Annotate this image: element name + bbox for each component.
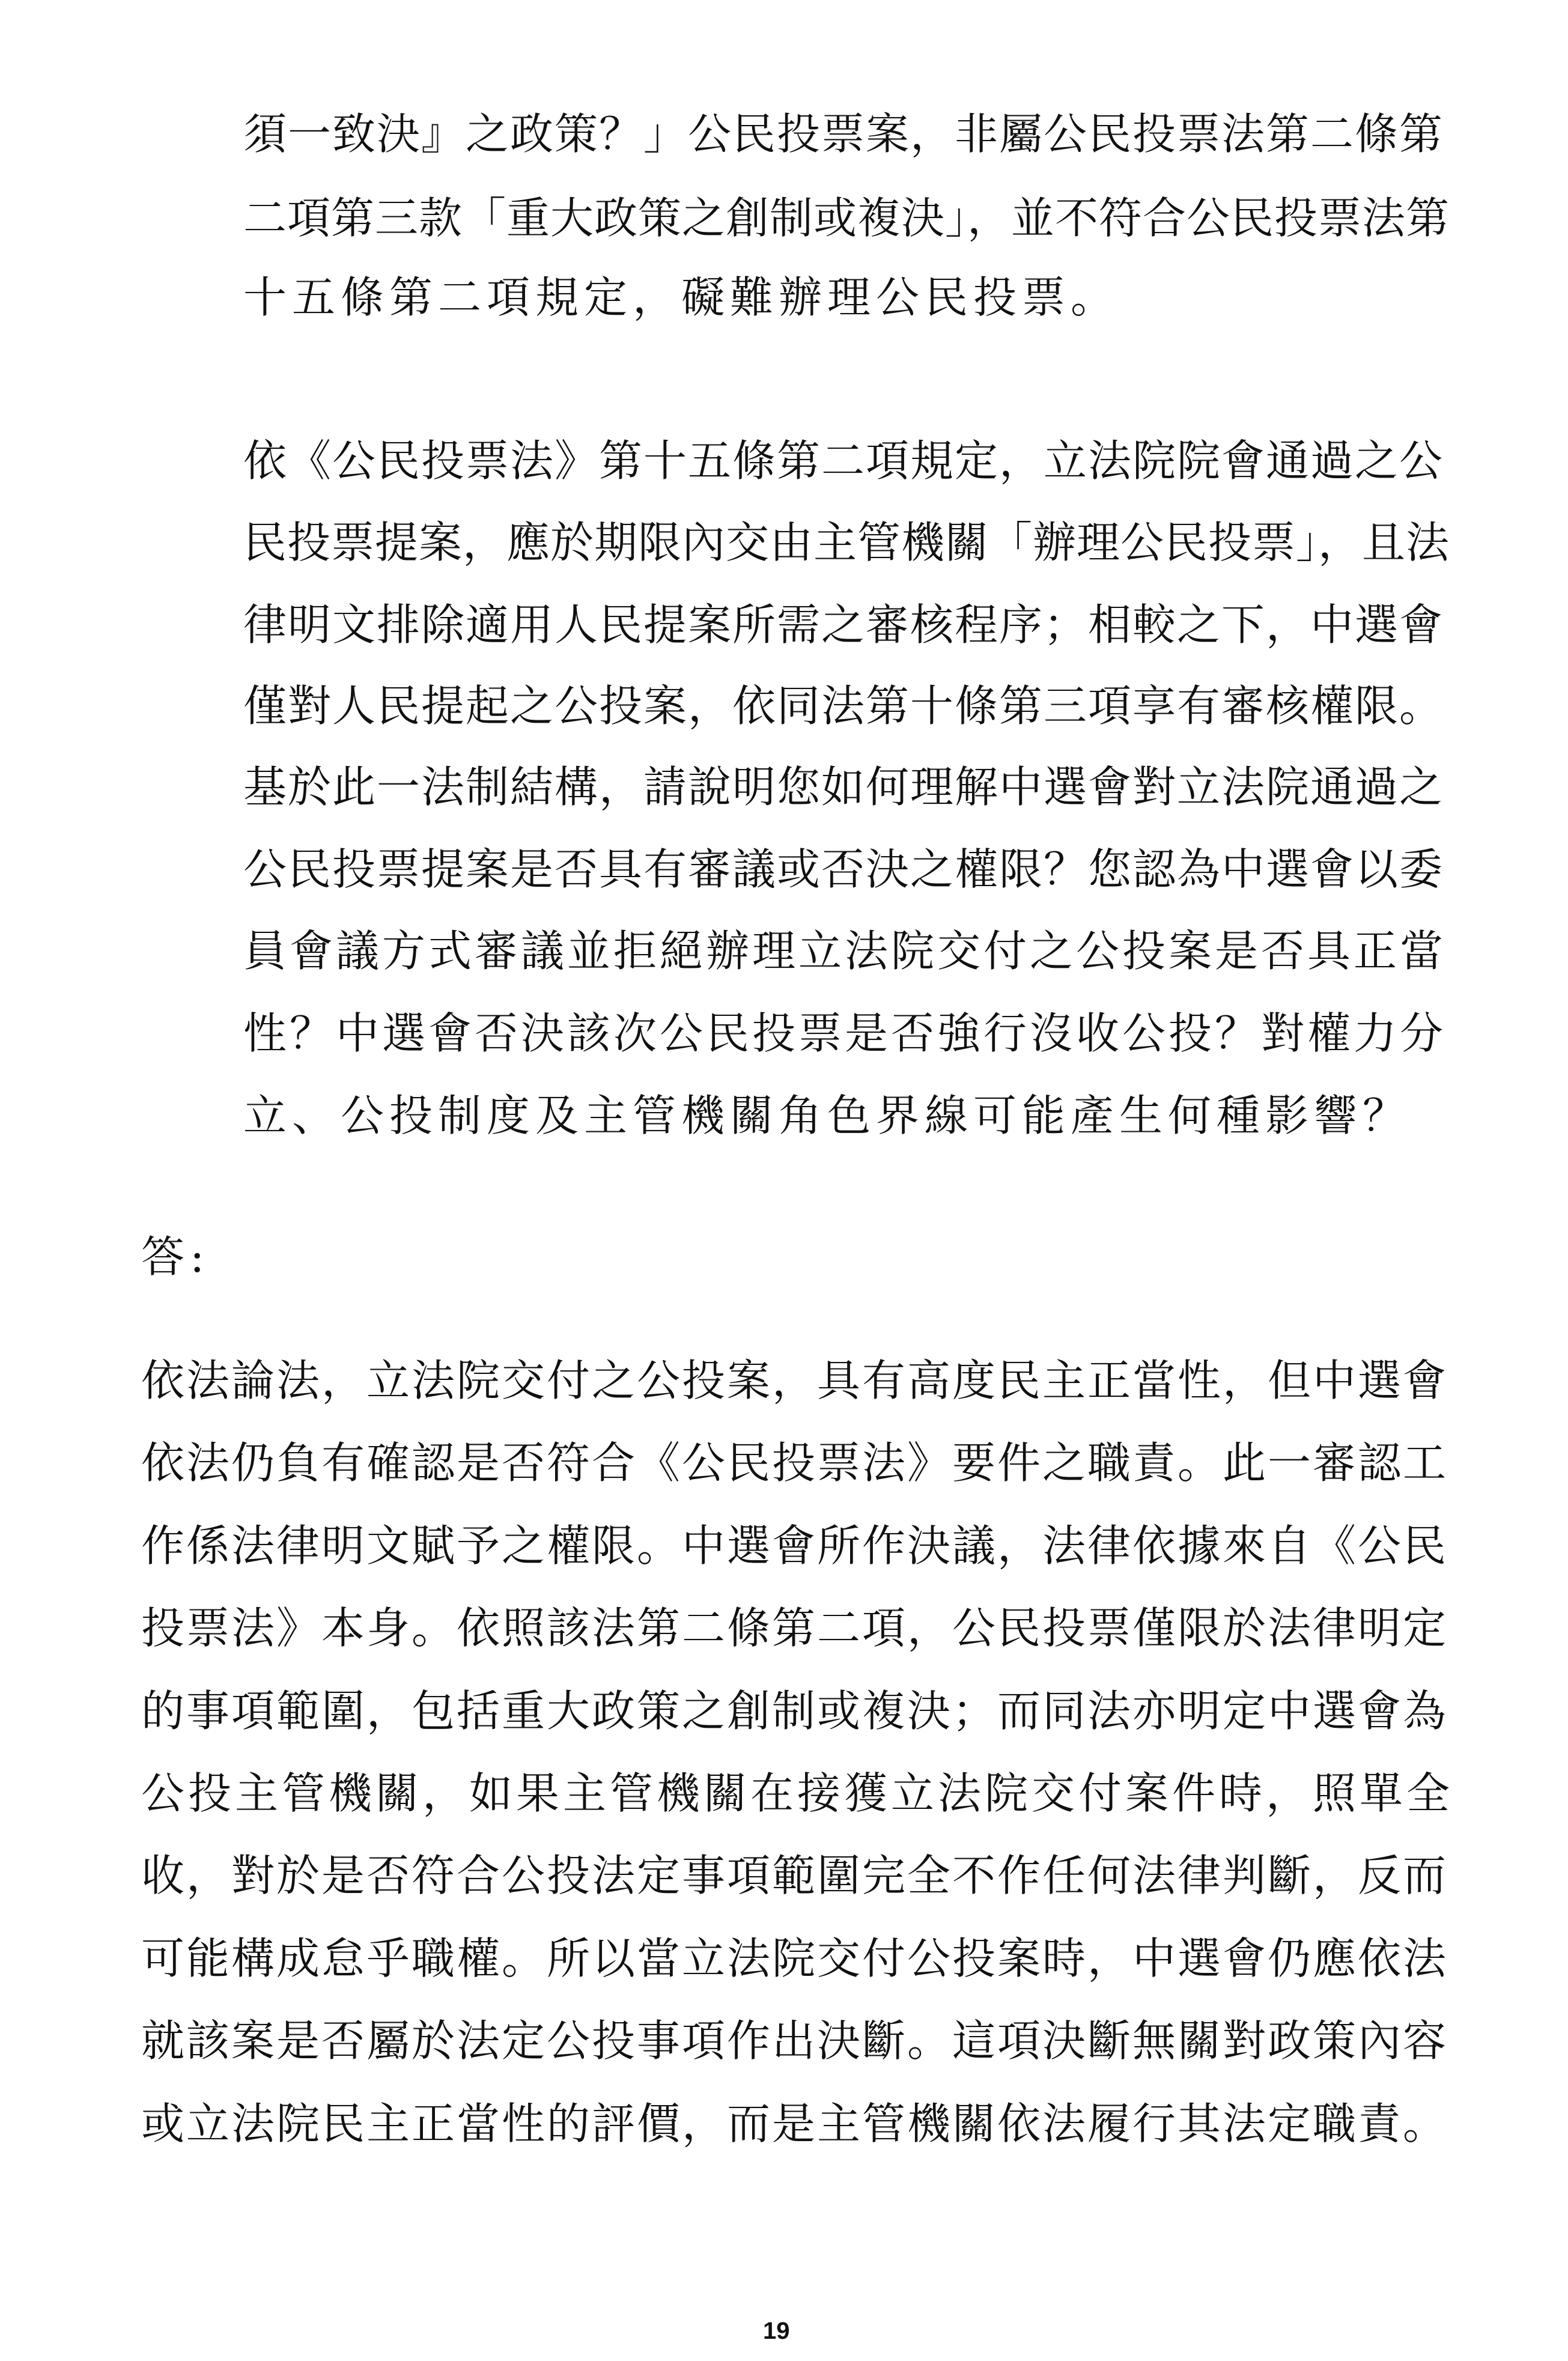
text-line: 二項第三款「重大政策之創制或複決」，並不符合公民投票法第 (243, 193, 1450, 243)
text-line: 員會議方式審議並拒絕辦理立法院交付之公投案是否具正當 (243, 926, 1447, 976)
text-line: 公投主管機關，如果主管機關在接獲立法院交付案件時，照單全 (141, 1768, 1454, 1819)
text-line: 公民投票提案是否具有審議或否決之權限？您認為中選會以委 (243, 844, 1444, 895)
text-line: 性？中選會否決該次公民投票是否強行沒收公投？對權力分 (243, 1008, 1447, 1059)
text-line: 作係法律明文賦予之權限。中選會所作決議，法律依據來自《公民 (141, 1521, 1448, 1571)
text-line: 十五條第二項規定，礙難辦理公民投票。 (243, 272, 1120, 323)
text-line: 基於此一法制結構，請說明您如何理解中選會對立法院通過之 (243, 762, 1444, 812)
text-line: 的事項範圍，包括重大政策之創制或複決；而同法亦明定中選會為 (141, 1686, 1448, 1736)
text-line: 律明文排除適用人民提案所需之審核程序；相較之下，中選會 (243, 600, 1444, 650)
answer-label: 答: (141, 1232, 210, 1282)
text-line: 民投票提案，應於期限內交由主管機關「辦理公民投票」，且法 (243, 517, 1450, 568)
text-line: 須一致決』之政策？」公民投票案，非屬公民投票法第二條第 (243, 109, 1444, 159)
text-line: 依法仍負有確認是否符合《公民投票法》要件之職責。此一審認工 (141, 1438, 1448, 1488)
text-line: 僅對人民提起之公投案，依同法第十條第三項享有審核權限。 (243, 681, 1444, 731)
text-line: 可能構成怠乎職權。所以當立法院交付公投案時，中選會仍應依法 (141, 1933, 1448, 1984)
text-line: 或立法院民主正當性的評價，而是主管機關依法履行其法定職責。 (141, 2098, 1448, 2149)
text-line: 依法論法，立法院交付之公投案，具有高度民主正當性，但中選會 (141, 1355, 1448, 1406)
text-line: 依《公民投票法》第十五條第二項規定，立法院院會通過之公 (243, 436, 1444, 486)
text-line: 就該案是否屬於法定公投事項作出決斷。這項決斷無關對政策內容 (141, 2016, 1448, 2066)
text-line: 投票法》本身。依照該法第二條第二項，公民投票僅限於法律明定 (141, 1603, 1448, 1653)
page-number: 19 (763, 2318, 790, 2344)
text-line: 收，對於是否符合公投法定事項範圍完全不作任何法律判斷，反而 (141, 1850, 1448, 1901)
text-line: 立、公投制度及主管機關角色界線可能產生何種影響？ (243, 1090, 1412, 1141)
